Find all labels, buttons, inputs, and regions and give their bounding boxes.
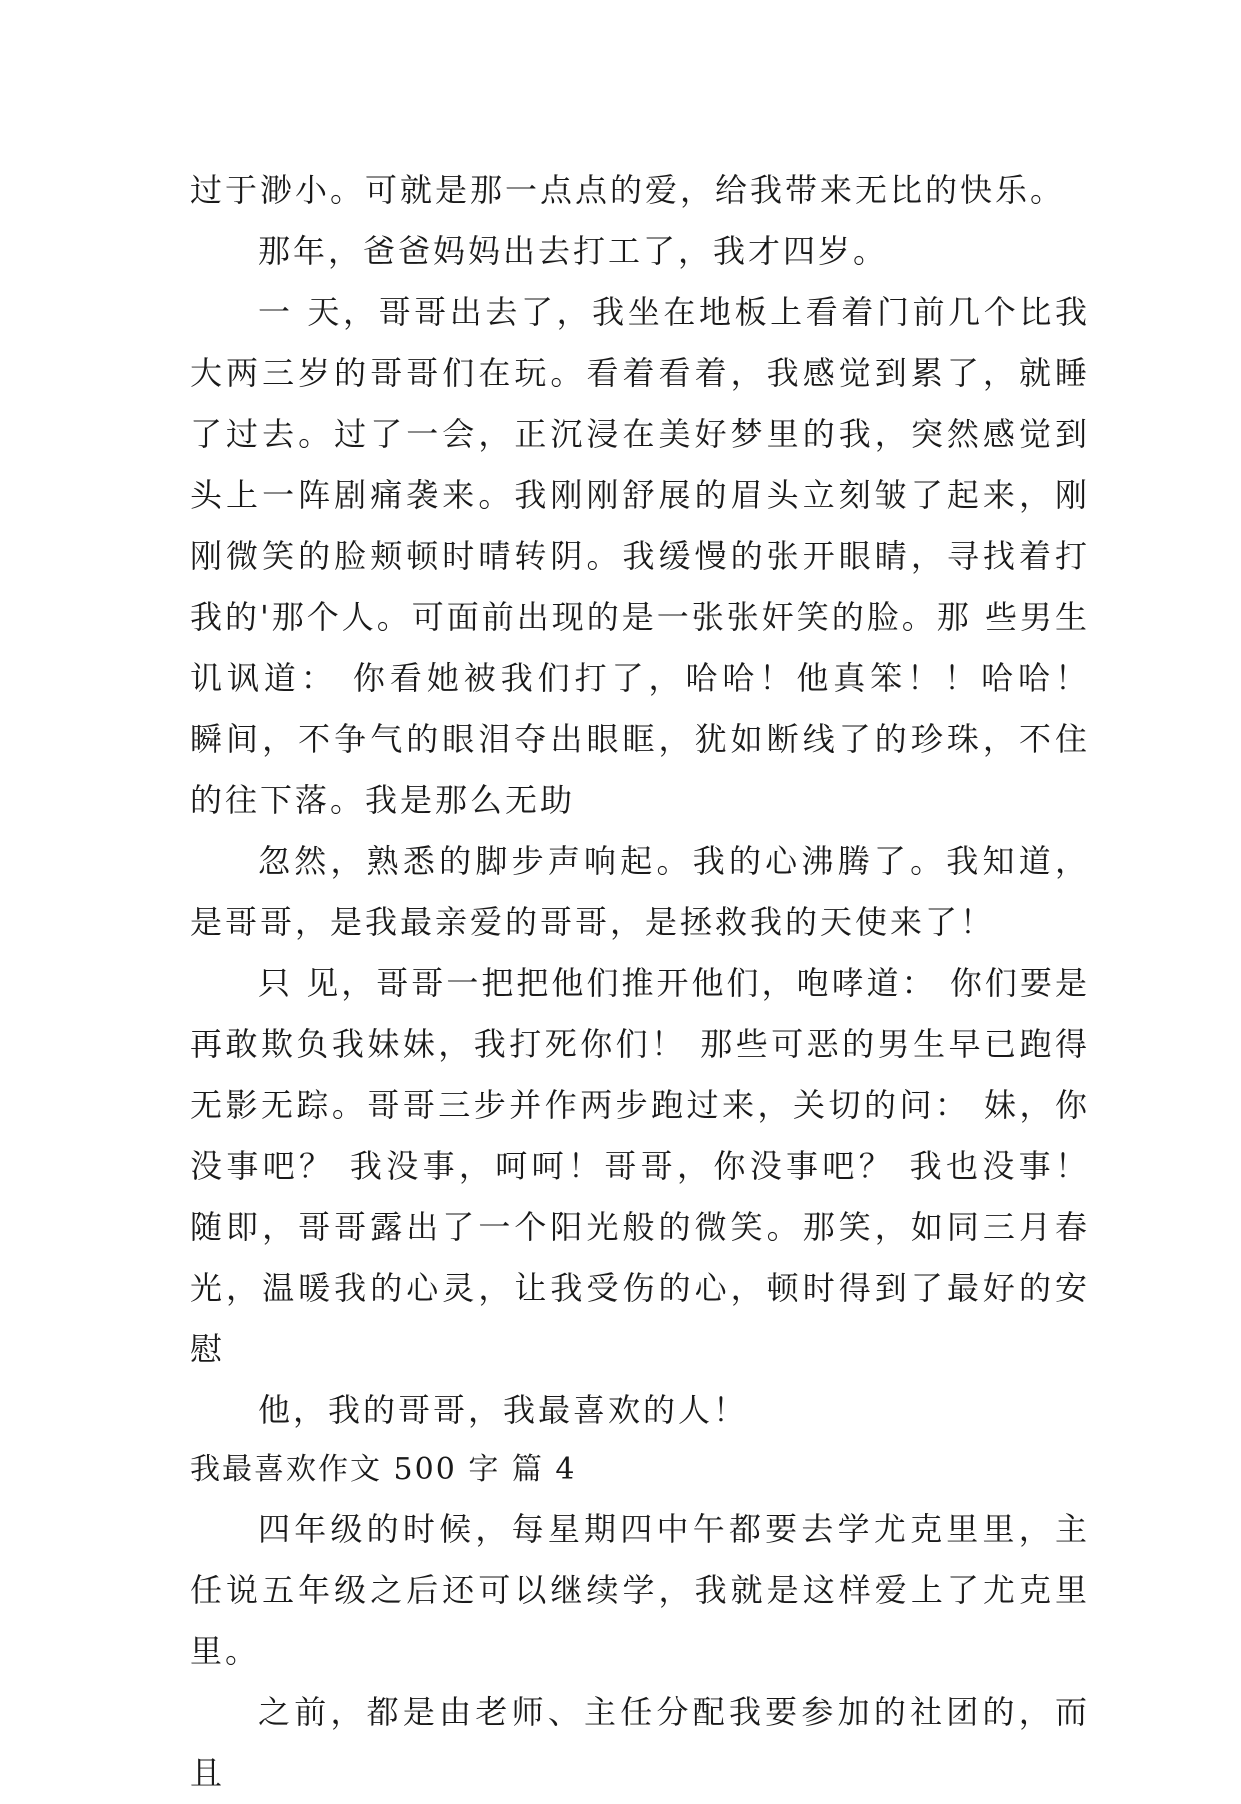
paragraph-6: 他，我的哥哥，我最喜欢的人！ xyxy=(258,1391,749,1429)
section-heading: 我最喜欢作文 500 字 篇 4 xyxy=(190,1452,577,1487)
paragraph-5: 只 见，哥哥一把把他们推开他们，咆哮道： 你们要是再敢欺负我妹妹，我打死你们！ 那些可恶的男生早已跑得无影无踪。哥哥三步并作两步跑过来，关切的问： 妹，你没事吧？ 我没事，呵呵！哥哥，你没事吧？ 我也没事！随即，哥哥露出了一个阳光般的微笑。那笑，如同三月春光，温暖我的心灵，让我受伤的心，顿时得到了最好的安慰 xyxy=(190,964,1090,1368)
paragraph-4: 忽然，熟悉的脚步声响起。我的心沸腾了。我知道，是哥哥，是我最亲爱的哥哥，是拯救我的天使来了！ xyxy=(190,842,1090,941)
paragraph-2: 那年，爸爸妈妈出去打工了，我才四岁。 xyxy=(258,232,889,270)
paragraph-3: 一 天，哥哥出去了，我坐在地板上看着门前几个比我大两三岁的哥哥们在玩。看着看着，我感觉到累了，就睡了过去。过了一会，正沉浸在美好梦里的我，突然感觉到 头上一阵剧痛袭来。我刚刚舒展的眉头立刻皱了起来，刚刚微笑的脸颊顿时晴转阴。我缓慢的张开眼睛，寻找着打我的'那个人。可面前出现的是一张张奸笑的脸。那 些男生讥讽道： 你看她被我们打了，哈哈！他真笨！！哈哈！ 瞬间，不争气的眼泪夺出眼眶，犹如断线了的珍珠，不住的往下落。我是那么无助 xyxy=(190,293,1090,819)
paragraph-8: 之前，都是由老师、主任分配我要参加的社团的，而且 xyxy=(190,1693,1090,1792)
document-body xyxy=(190,160,1090,1804)
paragraph-7: 四年级的时候，每星期四中午都要去学尤克里里，主任说五年级之后还可以继续学，我就是这样爱上了尤克里里。 xyxy=(190,1510,1090,1670)
paragraph-1: 过于渺小。可就是那一点点的爱，给我带来无比的快乐。 xyxy=(190,171,1066,209)
